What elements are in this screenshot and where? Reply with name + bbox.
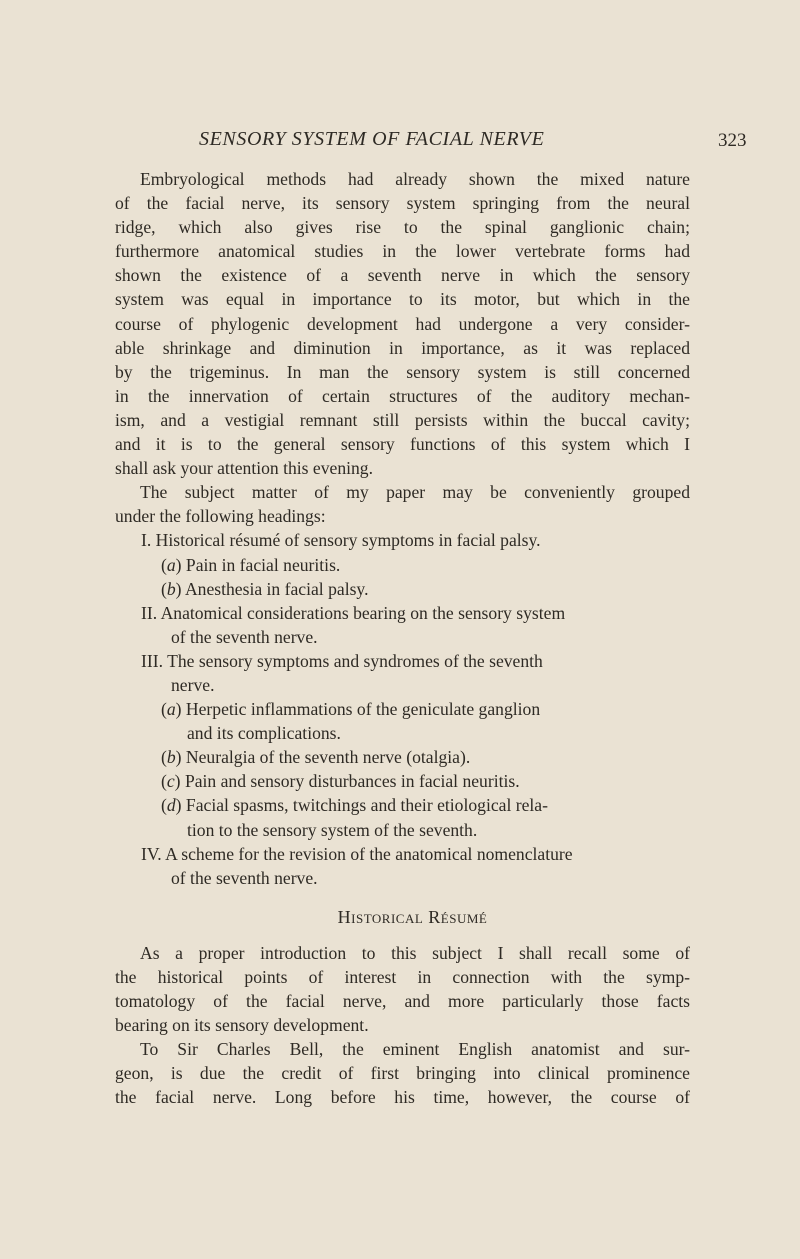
outline-text: A scheme for the revision of the anatomical nomenclature [165,843,573,864]
outline-subitem: (a) Herpetic inflammations of the geniculate ganglion [161,699,541,720]
outline-letter: d [166,795,176,816]
outline-text: Herpetic inflammations of the geniculate ganglion [185,699,541,720]
text-line: shall ask your attention this evening. [115,458,373,479]
outline-subitem: (c) Pain and sensory disturbances in facial neuritis. [161,771,520,792]
paragraph-subject-matter [115,480,690,528]
outline-continuation: of the seventh nerve. [171,867,318,888]
outline-letter: b [166,747,176,768]
outline-text: Pain and sensory disturbances in facial neuritis. [184,771,520,792]
text-line: course of phylogenic development had undergone a very consider- [115,313,690,334]
headings-outline [115,528,690,889]
text-line: Embryological methods had already shown the mixed nature [140,169,690,189]
text-line: in the innervation of certain structures of the auditory mechan- [115,385,690,406]
outline-item [115,601,690,625]
outline-text: Neuralgia of the seventh nerve (otalgia). [185,747,471,768]
text-line: ism, and a vestigial remnant still persists within the buccal cavity; [115,409,690,430]
outline-numeral: I. [141,530,152,551]
outline-continuation: of the seventh nerve. [171,626,318,647]
outline-continuation: nerve. [171,674,215,695]
text-line: ridge, which also gives rise to the spinal ganglionic chain; [115,217,690,238]
outline-text: Historical résumé of sensory symptoms in facial palsy. [155,530,541,551]
outline-text: Anesthesia in facial palsy. [184,578,369,599]
outline-item [115,528,690,552]
text-line: and it is to the general sensory functions of this system which I [115,434,690,455]
outline-letter: c [166,771,175,792]
text-line: shown the existence of a seventh nerve in which the sensory [115,265,690,286]
outline-numeral: III. [141,650,163,671]
outline-text: The sensory symptoms and syndromes of the seventh [167,650,543,671]
outline-subitem: (a) Pain in facial neuritis. [161,554,341,575]
text-line: the facial nerve. Long before his time, however, the course of [115,1087,690,1108]
page-number: 323 [718,130,747,151]
outline-numeral: II. [141,602,158,623]
outline-text: Pain in facial neuritis. [185,554,341,575]
outline-subitem: (d) Facial spasms, twitchings and their etiological rela- [161,795,548,816]
outline-letter: b [166,578,176,599]
body-text [115,167,690,1110]
outline-numeral: IV. [141,843,162,864]
outline-continuation: tion to the sensory system of the seventh. [187,819,478,840]
paragraph-introduction [115,941,690,1037]
paragraph-charles-bell [115,1037,690,1109]
text-line: As a proper introduction to this subject I shall recall some of [140,942,690,963]
outline-subitem: (b) Neuralgia of the seventh nerve (otalgia). [161,747,471,768]
text-line: able shrinkage and diminution in importance, as it was replaced [115,337,690,358]
text-line: The subject matter of my paper may be conveniently grouped [140,482,690,503]
text-line: the historical points of interest in connection with the symp- [115,967,690,987]
outline-text: Anatomical considerations bearing on the sensory system [160,602,566,623]
text-line: under the following headings: [115,506,326,527]
text-line: of the facial nerve, its sensory system springing from the neural [115,193,690,214]
text-line: geon, is due the credit of first bringing into clinical prominence [115,1063,690,1084]
outline-letter: a [166,554,176,575]
outline-letter: a [166,699,176,720]
running-head-title: SENSORY SYSTEM OF FACIAL NERVE [199,128,545,150]
outline-continuation: and its complications. [187,723,341,744]
text-line: tomatology of the facial nerve, and more particularly those facts [115,991,690,1012]
outline-subitem: (b) Anesthesia in facial palsy. [161,578,369,599]
text-line: bearing on its sensory development. [115,1015,369,1036]
outline-item [115,842,690,866]
text-line: system was equal in importance to its motor, but which in the [115,289,690,310]
section-heading: Historical Résumé [337,906,488,927]
paragraph-embryological [115,167,690,480]
text-line: furthermore anatomical studies in the lower vertebrate forms had [115,241,690,262]
text-line: To Sir Charles Bell, the eminent English anatomist and sur- [140,1039,690,1060]
outline-text: Facial spasms, twitchings and their etiological rela- [185,795,548,816]
text-line: by the trigeminus. In man the sensory system is still concerned [115,361,690,382]
outline-item [115,649,690,673]
